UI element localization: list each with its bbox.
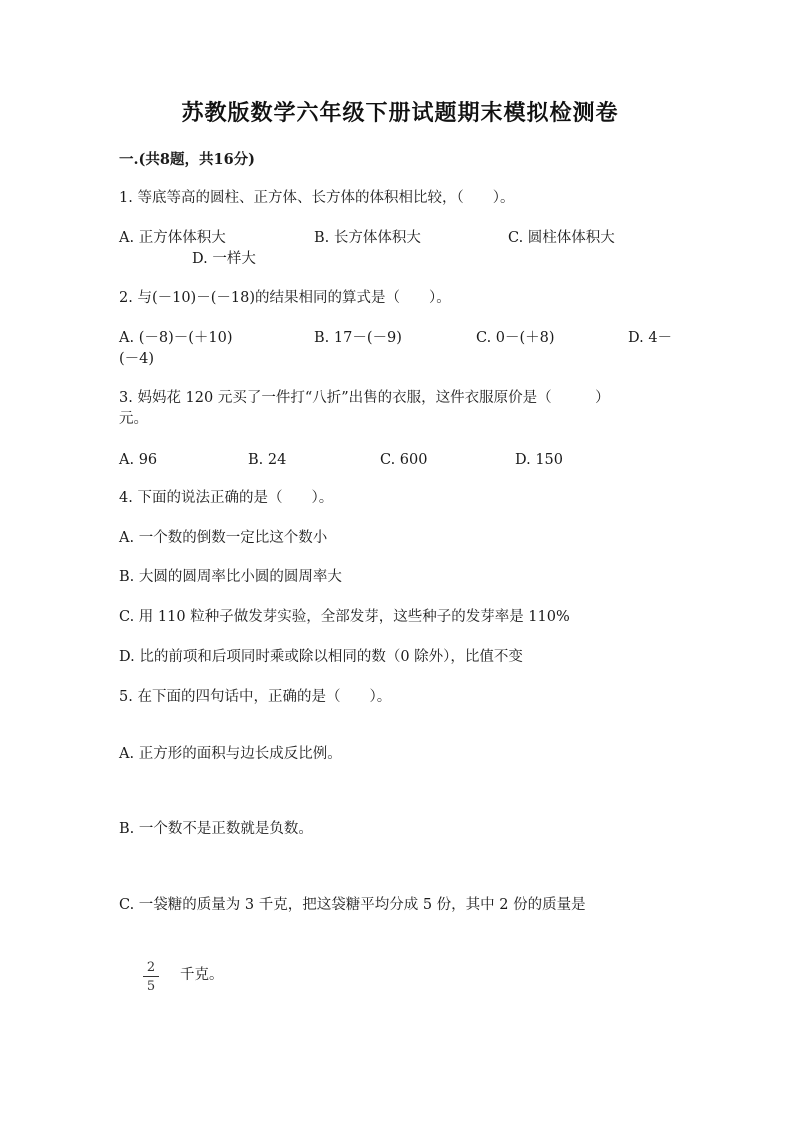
question-2-option-d: D. 4－ (628, 330, 673, 346)
question-3-stem: 3. 妈妈花 120 元买了一件打“八折”出售的衣服，这件衣服原价是（ ） (119, 390, 610, 406)
question-1-option-d: D. 一样大 (192, 251, 256, 267)
question-2-option-b: B. 17－(－9) (314, 330, 402, 346)
question-5-option-a: A. 正方形的面积与边长成反比例。 (119, 746, 342, 762)
fraction-denominator: 5 (146, 979, 156, 994)
question-2-option-d-continued: (－4) (119, 351, 155, 367)
question-2-stem: 2. 与(－10)－(－18)的结果相同的算式是（ ）。 (119, 290, 451, 306)
question-4-option-c: C. 用 110 粒种子做发芽实验，全部发芽，这些种子的发芽率是 110% (119, 609, 570, 625)
question-3-stem-continued: 元。 (119, 411, 148, 427)
question-4-option-a: A. 一个数的倒数一定比这个数小 (119, 530, 328, 546)
question-4-option-b: B. 大圆的圆周率比小圆的圆周率大 (119, 569, 342, 585)
question-5-option-b: B. 一个数不是正数就是负数。 (119, 821, 313, 837)
fraction-bar (143, 976, 159, 977)
question-4-stem: 4. 下面的说法正确的是（ ）。 (119, 490, 334, 506)
question-3-option-c: C. 600 (380, 452, 428, 468)
section-heading: 一.(共8题，共16分) (119, 151, 256, 168)
page-title: 苏教版数学六年级下册试题期末模拟检测卷 (181, 100, 619, 126)
question-3-option-d: D. 150 (515, 452, 564, 468)
question-3-option-b: B. 24 (248, 452, 287, 468)
question-4-option-d: D. 比的前项和后项同时乘或除以相同的数（0 除外），比值不变 (119, 649, 523, 665)
question-1-option-a: A. 正方体体积大 (119, 230, 226, 246)
question-5-stem: 5. 在下面的四句话中，正确的是（ ）。 (119, 689, 392, 705)
question-1-option-c: C. 圆柱体体积大 (508, 230, 615, 246)
question-2-option-a: A. (－8)－(＋10) (119, 330, 233, 346)
question-1-option-b: B. 长方体体积大 (314, 230, 421, 246)
question-5-option-c: C. 一袋糖的质量为 3 千克，把这袋糖平均分成 5 份，其中 2 份的质量是 (119, 897, 586, 913)
fraction-two-fifths (143, 960, 159, 994)
question-3-option-a: A. 96 (119, 452, 158, 468)
question-5-option-c-unit: 千克。 (180, 967, 224, 983)
question-1-stem: 1. 等底等高的圆柱、正方体、长方体的体积相比较，（ ）。 (119, 190, 515, 206)
question-2-option-c: C. 0－(＋8) (476, 330, 555, 346)
fraction-numerator: 2 (146, 960, 156, 975)
